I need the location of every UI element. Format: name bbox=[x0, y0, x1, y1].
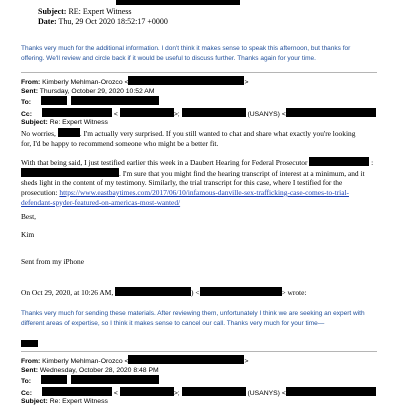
to-label: To: bbox=[21, 378, 32, 386]
email-1-to bbox=[21, 96, 397, 108]
sent-value: Thursday, October 29, 2020 10:52 AM bbox=[39, 87, 155, 95]
email-2-cc: Cc: < >; (USANYS) < bbox=[21, 387, 397, 399]
cc-org: (USANYS) < bbox=[247, 389, 286, 397]
redaction bbox=[58, 128, 80, 137]
to-label: To: bbox=[21, 99, 32, 107]
redaction bbox=[41, 375, 67, 384]
transcript-link-continued[interactable]: defendant-spyder-featured-on-americas-most-wanted/ bbox=[21, 197, 181, 207]
text: sheds light in the content of my testimony. Similarly, the trial transcript for this case, where I testified for the bbox=[21, 178, 343, 188]
from-label: From: bbox=[21, 358, 41, 365]
redaction bbox=[120, 387, 174, 396]
text: On Oct 29, 2020, at 10:26 AM, bbox=[21, 288, 114, 297]
text: Best, bbox=[21, 212, 36, 221]
reply-1-line-1: Thanks very much for the additional information. I don't think it makes sense to speak this afternoon, but thanks for bbox=[21, 45, 351, 52]
top-date-line bbox=[38, 17, 378, 27]
redaction bbox=[182, 108, 246, 117]
sent-value: Wednesday, October 28, 2020 8:48 PM bbox=[39, 366, 159, 374]
redaction bbox=[200, 287, 282, 296]
email-2-from: From: Kimberly Mehlman-Orozco < > bbox=[21, 355, 397, 367]
redaction bbox=[286, 108, 376, 117]
redaction bbox=[309, 157, 369, 166]
sent-label: Sent: bbox=[21, 366, 38, 374]
cc-label: Cc: bbox=[21, 110, 32, 118]
message-1-body bbox=[21, 128, 397, 207]
message-1-para-1 bbox=[21, 128, 397, 148]
text: Kim bbox=[21, 230, 35, 239]
reply-1-line-2: offering. We'll review and circle back if it would be useful to discuss further. Thanks again for your time. bbox=[21, 54, 316, 62]
date-value: Thu, 29 Oct 2020 18:52:17 +0000 bbox=[58, 17, 168, 26]
redaction bbox=[128, 355, 244, 364]
from-value: Kimberly Mehlman-Orozco < bbox=[42, 79, 129, 86]
sent-label: Sent: bbox=[21, 87, 38, 95]
redaction bbox=[120, 108, 174, 117]
redaction bbox=[71, 375, 159, 384]
text: . I'm sure that you might find the hearing transcript of interest at a minimum, and it bbox=[119, 168, 365, 178]
text: ) < bbox=[191, 288, 200, 297]
email-2-header bbox=[21, 355, 397, 407]
top-header bbox=[38, 7, 378, 27]
message-1-para-2 bbox=[21, 157, 397, 207]
reply-1 bbox=[21, 44, 397, 63]
subject-value: Re: Expert Witness bbox=[49, 398, 108, 406]
redaction bbox=[286, 387, 376, 396]
subject-label: Subject: bbox=[38, 7, 67, 16]
text: : bbox=[371, 158, 374, 168]
redaction bbox=[182, 387, 246, 396]
redaction bbox=[115, 287, 191, 296]
top-subject-line bbox=[38, 7, 378, 17]
subject-value: RE: Expert Witness bbox=[68, 7, 132, 16]
divider-2 bbox=[21, 351, 377, 352]
transcript-link[interactable]: https://www.eastbaytimes.com/2017/06/10/infamous-danville-sex-trafficking-case-comes-to-trial- bbox=[59, 187, 349, 197]
text: > wrote: bbox=[281, 288, 307, 297]
text: Sent from my iPhone bbox=[21, 257, 85, 266]
email-1-header bbox=[21, 76, 397, 128]
text: prosecution: bbox=[21, 187, 58, 197]
redaction bbox=[42, 387, 112, 396]
email-1-from: From: Kimberly Mehlman-Orozco < > bbox=[21, 76, 397, 88]
email-2-to bbox=[21, 375, 397, 387]
sign-off bbox=[21, 212, 36, 222]
quote-line bbox=[21, 287, 397, 298]
cc-org: (USANYS) < bbox=[247, 110, 286, 118]
redaction bbox=[71, 96, 159, 105]
divider-1 bbox=[21, 72, 377, 73]
signature-redaction bbox=[21, 340, 38, 347]
date-label: Date: bbox=[38, 17, 57, 26]
email-1-sent bbox=[21, 88, 397, 97]
redaction bbox=[41, 96, 67, 105]
subject-label: Subject: bbox=[21, 119, 48, 127]
cc-label: Cc: bbox=[21, 389, 32, 397]
signature-name bbox=[21, 230, 34, 240]
from-label: From: bbox=[21, 79, 41, 86]
email-1-cc: Cc: < >; (USANYS) < bbox=[21, 108, 397, 120]
text: With that being said, I just testified earlier this week in a Daubert Hearing for Federal Prosecutor bbox=[21, 158, 308, 168]
sent-from-line bbox=[21, 257, 84, 267]
email-1-subject bbox=[21, 119, 397, 128]
email-2-sent bbox=[21, 367, 397, 376]
subject-label: Subject: bbox=[21, 398, 48, 406]
subject-value: Re: Expert Witness bbox=[49, 119, 108, 127]
text: for, I'd be happy to recommend someone who might be a better fit. bbox=[21, 138, 219, 148]
reply-2-line-1: Thanks very much for sending these materials. After reviewing them, unfortunately I think we are seeking an expert with bbox=[21, 310, 365, 317]
reply-2 bbox=[21, 309, 397, 328]
redaction bbox=[21, 168, 119, 177]
reply-2-line-2: different areas of expertise, so I think it makes sense to cancel our call. Thanks very much for your time— bbox=[21, 319, 325, 327]
text: No worries, bbox=[21, 129, 56, 138]
redaction bbox=[128, 76, 244, 85]
redaction bbox=[42, 108, 112, 117]
top-redaction bbox=[116, 0, 240, 5]
text: . I'm actually very surprised. If you still wanted to chat and share what exactly you're looking bbox=[79, 129, 356, 138]
from-value: Kimberly Mehlman-Orozco < bbox=[42, 358, 129, 365]
